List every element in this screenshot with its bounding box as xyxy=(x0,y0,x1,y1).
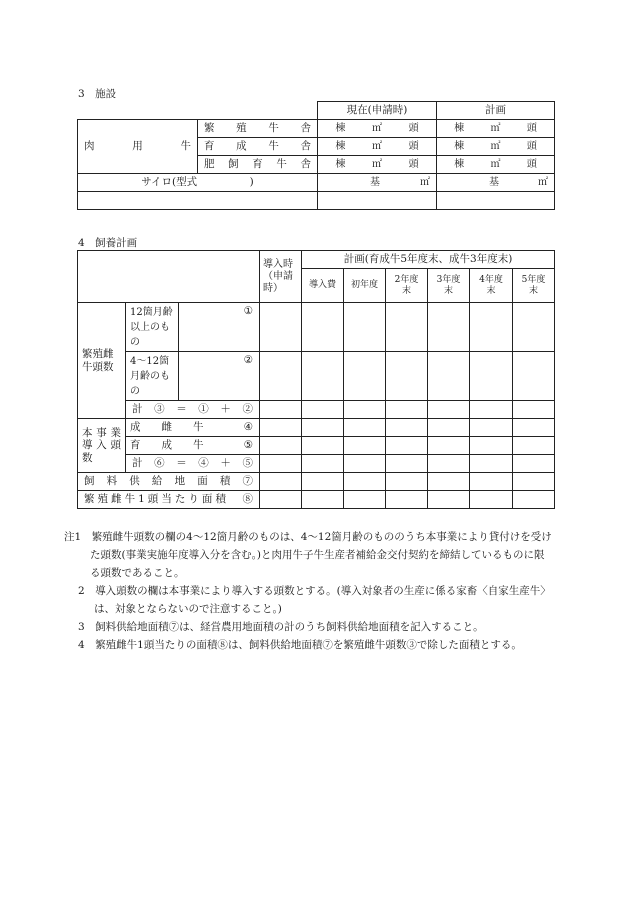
value-cell[interactable] xyxy=(260,455,302,473)
value-cell[interactable] xyxy=(513,437,555,455)
section3-title: 3 施設 xyxy=(78,88,117,100)
col-header: 3年度末 xyxy=(428,269,470,303)
note-4: 4 繁殖雌牛1頭当たりの面積⑧は、飼料供給地面積⑦を繁殖雌牛頭数③で除した面積とする。 xyxy=(78,639,522,651)
header-current: 現在(申請時) xyxy=(318,102,437,120)
value-cell[interactable] xyxy=(302,401,344,419)
value-cell[interactable] xyxy=(344,401,386,419)
value-cell[interactable] xyxy=(428,401,470,419)
value-cell[interactable] xyxy=(470,352,513,401)
row-4-12-months: 4～12箇月齢のもの ② xyxy=(126,352,260,401)
value-cell[interactable] xyxy=(428,352,470,401)
value-cell[interactable] xyxy=(302,455,344,473)
value-cell[interactable] xyxy=(302,437,344,455)
value-cell[interactable] xyxy=(386,352,428,401)
row-12-months: 12箇月齢以上のもの ① xyxy=(126,303,260,352)
value-cell[interactable] xyxy=(470,491,513,509)
sum-row-6: 計 ⑥ ＝ ④ ＋ ⑤ xyxy=(126,455,260,473)
facility-row-label: 肥飼育牛舎 xyxy=(198,156,318,174)
notes xyxy=(64,528,568,654)
plan-cell[interactable]: 棟 ㎡ 頭 xyxy=(437,120,555,138)
value-cell[interactable] xyxy=(344,437,386,455)
value-cell[interactable] xyxy=(302,491,344,509)
value-cell[interactable] xyxy=(344,473,386,491)
value-cell[interactable] xyxy=(386,437,428,455)
facility-row-label: 育成牛舎 xyxy=(198,138,318,156)
silo-current-cell[interactable]: 基 ㎡ xyxy=(318,174,437,192)
value-cell[interactable] xyxy=(260,437,302,455)
corner-cell xyxy=(78,251,260,303)
value-cell[interactable] xyxy=(428,419,470,437)
value-cell[interactable] xyxy=(513,401,555,419)
row-adult: 成 雌 牛 ④ xyxy=(126,419,260,437)
mark-5: ⑤ xyxy=(243,439,253,452)
header-plan: 計画(育成牛5年度末、成牛3年度末) xyxy=(302,251,555,269)
current-cell[interactable]: 棟 ㎡ 頭 xyxy=(318,138,437,156)
value-cell[interactable] xyxy=(428,473,470,491)
value-cell[interactable] xyxy=(302,303,344,352)
value-cell[interactable] xyxy=(513,352,555,401)
value-cell[interactable] xyxy=(386,473,428,491)
value-cell[interactable] xyxy=(513,473,555,491)
mark-1: ① xyxy=(243,305,253,317)
value-cell[interactable] xyxy=(386,303,428,352)
value-cell[interactable] xyxy=(513,419,555,437)
breeding-group-label: 繁殖雌牛頭数 xyxy=(78,303,126,419)
meat-cattle-label: 肉 用 牛 xyxy=(78,120,198,174)
value-cell[interactable] xyxy=(428,303,470,352)
value-cell[interactable] xyxy=(513,491,555,509)
blank-cell[interactable] xyxy=(318,192,437,210)
value-cell[interactable] xyxy=(386,491,428,509)
plan-cell[interactable]: 棟 ㎡ 頭 xyxy=(437,138,555,156)
value-cell[interactable] xyxy=(344,352,386,401)
value-cell[interactable] xyxy=(470,419,513,437)
current-cell[interactable]: 棟 ㎡ 頭 xyxy=(318,156,437,174)
col-header: 初年度 xyxy=(344,269,386,303)
value-cell[interactable] xyxy=(302,473,344,491)
section4-title: 4 飼養計画 xyxy=(78,237,138,249)
value-cell[interactable] xyxy=(428,455,470,473)
value-cell[interactable] xyxy=(260,303,302,352)
sum-row-3: 計 ③ ＝ ① ＋ ② xyxy=(126,401,260,419)
value-cell[interactable] xyxy=(344,491,386,509)
value-cell[interactable] xyxy=(344,419,386,437)
silo-label: サイロ(型式 ) xyxy=(78,174,318,192)
col-header: 5年度末 xyxy=(513,269,555,303)
value-cell[interactable] xyxy=(302,352,344,401)
current-cell[interactable]: 棟 ㎡ 頭 xyxy=(318,120,437,138)
col-header: 4年度末 xyxy=(470,269,513,303)
plan-cell[interactable]: 棟 ㎡ 頭 xyxy=(437,156,555,174)
value-cell[interactable] xyxy=(386,401,428,419)
per-head-area-label: 繁殖雌牛1頭当たり面積 ⑧ xyxy=(78,491,260,509)
row-growing: 育 成 牛 ⑤ xyxy=(126,437,260,455)
project-group-label: 本事業導入頭数 xyxy=(78,419,126,473)
value-cell[interactable] xyxy=(470,303,513,352)
value-cell[interactable] xyxy=(470,473,513,491)
header-plan: 計画 xyxy=(437,102,555,120)
mark-2: ② xyxy=(243,354,253,366)
value-cell[interactable] xyxy=(513,303,555,352)
value-cell[interactable] xyxy=(470,401,513,419)
value-cell[interactable] xyxy=(260,419,302,437)
value-cell[interactable] xyxy=(260,352,302,401)
header-intro: 導入時（申請時） xyxy=(260,251,302,303)
blank-cell[interactable] xyxy=(437,192,555,210)
silo-plan-cell[interactable]: 基 ㎡ xyxy=(437,174,555,192)
col-header: 導入費 xyxy=(302,269,344,303)
value-cell[interactable] xyxy=(260,473,302,491)
value-cell[interactable] xyxy=(260,401,302,419)
col-header: 2年度末 xyxy=(386,269,428,303)
note-3: 3 飼料供給地面積⑦は、経営農用地面積の計のうち飼料供給地面積を記入すること。 xyxy=(78,621,484,633)
value-cell[interactable] xyxy=(302,419,344,437)
note-2: 2 導入頭数の欄は本事業により導入する頭数とする。(導入対象者の生産に係る家畜〈自家生産牛〉は、対象とならないので注意すること。) xyxy=(78,585,551,615)
value-cell[interactable] xyxy=(428,437,470,455)
value-cell[interactable] xyxy=(470,455,513,473)
feed-area-label: 飼 料 供 給 地 面 積 ⑦ xyxy=(78,473,260,491)
value-cell[interactable] xyxy=(513,455,555,473)
feeding-plan-table xyxy=(77,250,555,509)
value-cell[interactable] xyxy=(344,455,386,473)
value-cell[interactable] xyxy=(386,455,428,473)
value-cell[interactable] xyxy=(470,437,513,455)
mark-4: ④ xyxy=(243,421,253,434)
value-cell[interactable] xyxy=(386,419,428,437)
value-cell[interactable] xyxy=(428,491,470,509)
blank-cell[interactable] xyxy=(78,192,318,210)
value-cell[interactable] xyxy=(344,303,386,352)
value-cell[interactable] xyxy=(260,491,302,509)
facility-row-label: 繁殖牛舎 xyxy=(198,120,318,138)
note-1: 注1 繁殖雌牛頭数の欄の4～12箇月齢のものは、4～12箇月齢のもののうち本事業により貸付けを受けた頭数(事業実施年度導入分を含む。)と肉用牛子牛生産者補給金交付契約を締結しているものに限る頭数であること。 xyxy=(64,531,552,579)
facilities-table xyxy=(77,101,555,210)
